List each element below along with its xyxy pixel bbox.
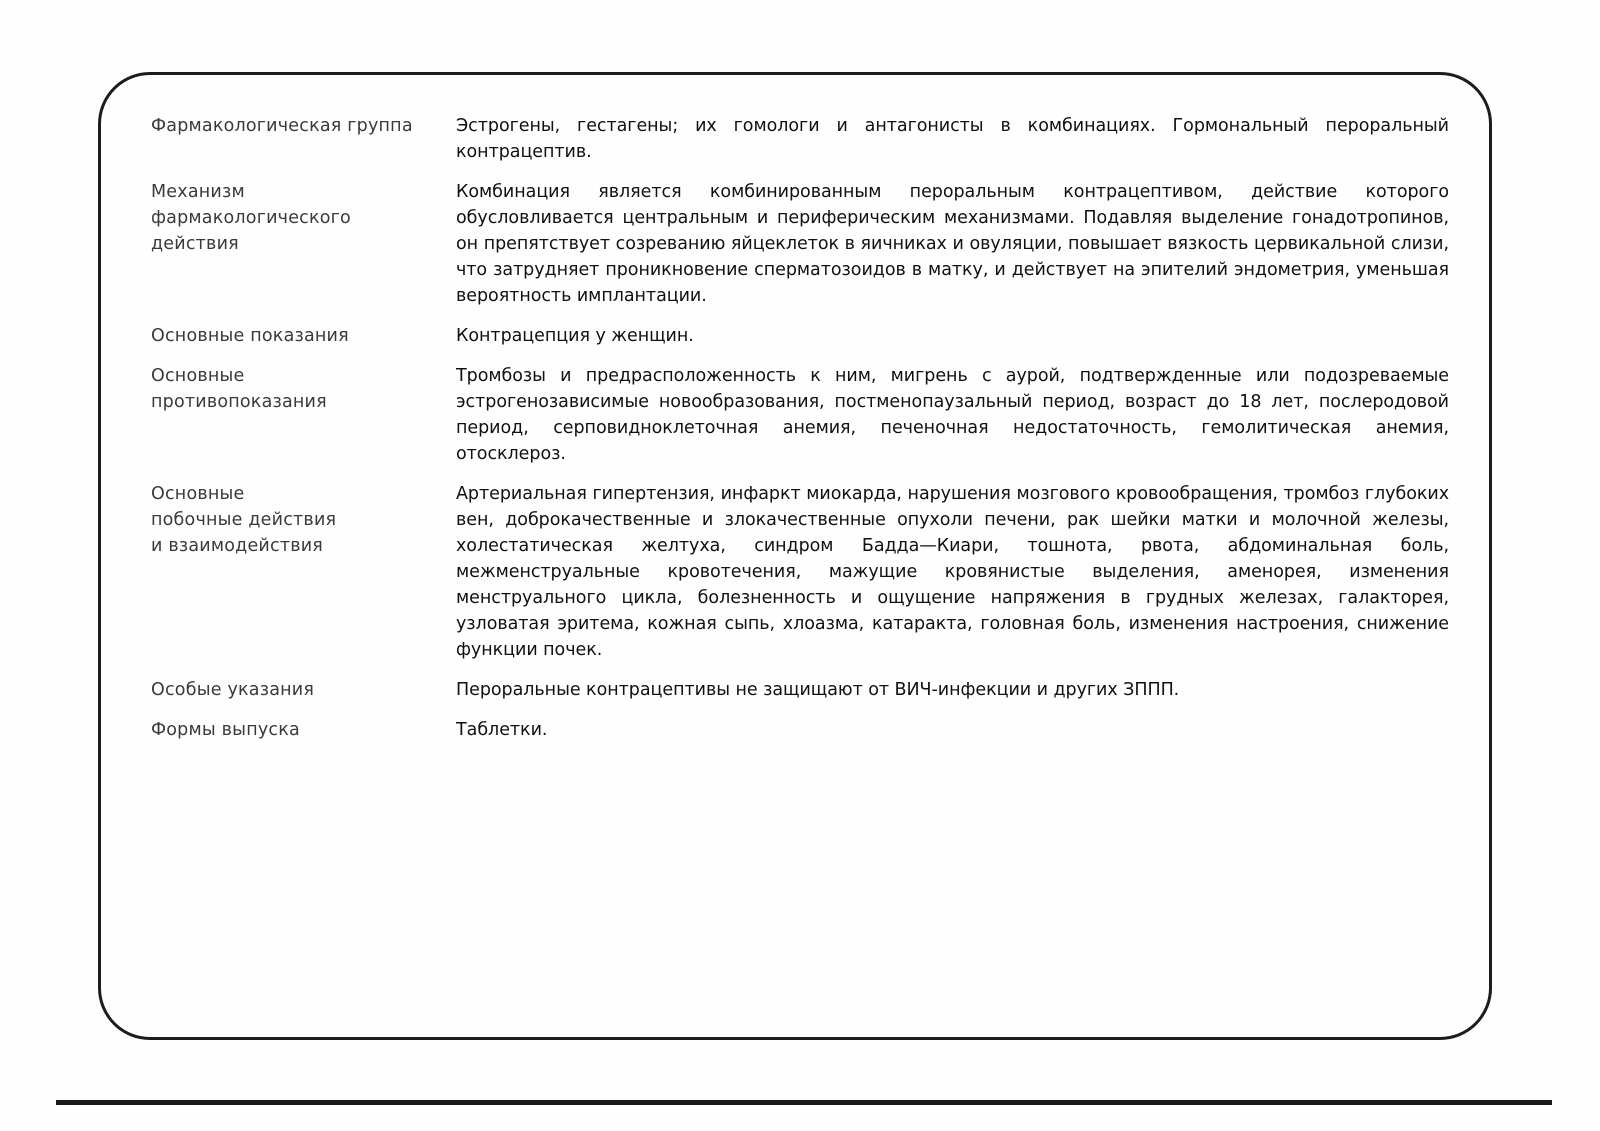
row-label: Основные побочные действия и взаимодействия bbox=[151, 484, 337, 556]
row-value: Тромбозы и предрасположенность к ним, мигрень с аурой, подтвержденные или подозреваемые эстрогенозависимые новообразования, постменопаузальный период, возраст до 18 лет, послеродовой период, серповидноклеточная анемия, печеночная недостаточность, гемолитическая анемия, отосклероз. bbox=[456, 366, 1449, 464]
row-indications bbox=[151, 323, 1449, 349]
row-value: Комбинация является комбинированным пероральным контрацептивом, действие которого обусловливается центральным и периферическим механизмами. Подавляя выделение гонадотропинов, он препятствует созреванию яйцеклеток в яичниках и овуляции, повышает вязкость цервикальной слизи, что затрудняет проникновение сперматозоидов в матку, и действует на эпителий эндометрия, уменьшая вероятность имплантации. bbox=[456, 182, 1449, 306]
row-pharmacological-group bbox=[151, 113, 1449, 165]
row-value: Артериальная гипертензия, инфаркт миокарда, нарушения мозгового кровообращения, тромбоз глубоких вен, доброкачественные и злокачественные опухоли печени, рак шейки матки и молочной железы, холестатическая желтуха, синдром Бадда—Киари, тошнота, рвота, абдоминальная боль, межменструальные кровотечения, мажущие кровянистые выделения, аменорея, изменения менструального цикла, болезненность и ощущение напряжения в грудных железах, галакторея, узловатая эритема, кожная сыпь, хлоазма, катаракта, головная боль, изменения настроения, снижение функции почек. bbox=[456, 484, 1449, 660]
row-label: Особые указания bbox=[151, 680, 315, 700]
row-side-effects bbox=[151, 481, 1449, 663]
row-value: Таблетки. bbox=[456, 720, 548, 740]
row-mechanism bbox=[151, 179, 1449, 309]
row-value: Пероральные контрацептивы не защищают от ВИЧ-инфекции и других ЗППП. bbox=[456, 680, 1180, 700]
row-label: Механизм фармакологического действия bbox=[151, 182, 351, 254]
row-label: Формы выпуска bbox=[151, 720, 300, 740]
row-special-instructions bbox=[151, 677, 1449, 703]
bottom-divider-line bbox=[56, 1100, 1552, 1105]
row-label: Фармакологическая группа bbox=[151, 116, 413, 136]
row-release-forms bbox=[151, 717, 1449, 743]
row-label: Основные противопоказания bbox=[151, 366, 327, 412]
row-label: Основные показания bbox=[151, 326, 349, 346]
row-value: Контрацепция у женщин. bbox=[456, 326, 694, 346]
drug-info-card bbox=[98, 72, 1492, 1040]
row-contraindications bbox=[151, 363, 1449, 467]
row-value: Эстрогены, гестагены; их гомологи и антагонисты в комбинациях. Гормональный пероральный контрацептив. bbox=[456, 116, 1449, 162]
drug-info-table bbox=[151, 113, 1449, 757]
